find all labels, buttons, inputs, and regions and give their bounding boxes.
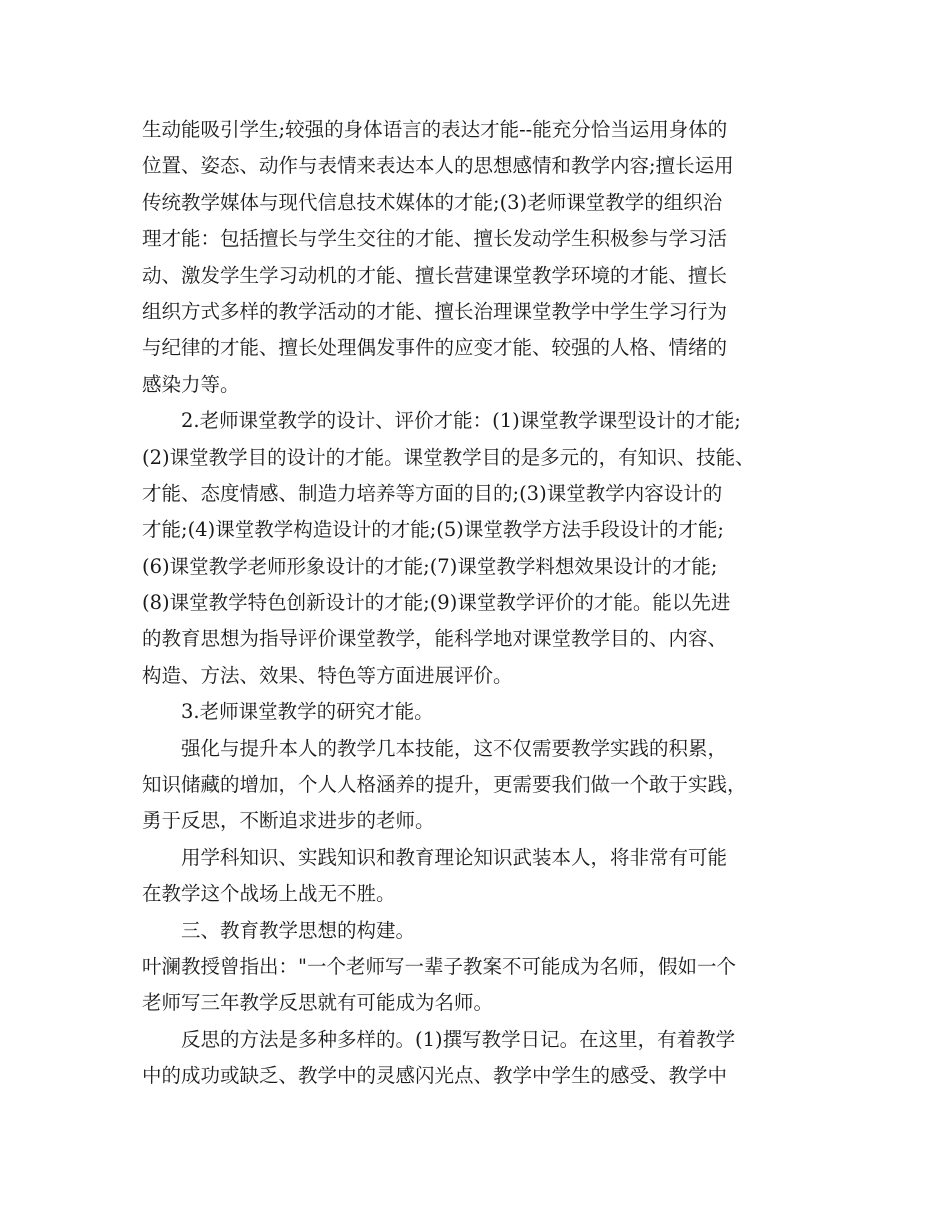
text-line: 生动能吸引学生;较强的身体语言的表达才能--能充分恰当运用身体的	[142, 118, 728, 141]
text-line: 才能、态度情感、制造力培养等方面的目的;(3)课堂教学内容设计的	[142, 481, 723, 505]
text-line: 三、教育教学思想的构建。	[181, 918, 416, 942]
text-line: 位置、姿态、动作与表情来表达本人的思想感情和教学内容;擅长运用	[142, 154, 734, 178]
text-line: 3.老师课堂教学的研究才能。	[181, 700, 434, 724]
text-line: 强化与提升本人的教学几本技能，这不仅需要教学实践的积累，	[181, 736, 728, 760]
text-line: 老师写三年教学反思就有可能成为名师。	[142, 991, 494, 1015]
text-line: 2.老师课堂教学的设计、评价才能：(1)课堂教学课型设计的才能;	[181, 409, 741, 433]
text-line: 才能;(4)课堂教学构造设计的才能;(5)课堂教学方法手段设计的才能;	[142, 518, 724, 542]
text-line: 叶澜教授曾指出："一个老师写一辈子教案不可能成为名师，假如一个	[142, 954, 736, 978]
document-body-text	[142, 112, 832, 1095]
text-line: 感染力等。	[142, 372, 240, 396]
text-line: 勇于反思，不断追求进步的老师。	[142, 809, 435, 833]
text-line: (8)课堂教学特色创新设计的才能;(9)课堂教学评价的才能。能以先进	[142, 591, 731, 615]
text-line: (2)课堂教学目的设计的才能。课堂教学目的是多元的，有知识、技能、	[142, 445, 755, 469]
text-line: (6)课堂教学老师形象设计的才能;(7)课堂教学料想效果设计的才能;	[142, 554, 718, 578]
text-line: 传统教学媒体与现代信息技术媒体的才能;(3)老师课堂教学的组织治	[142, 190, 723, 214]
text-line: 在教学这个战场上战无不胜。	[142, 882, 396, 906]
text-line: 构造、方法、效果、特色等方面进展评价。	[142, 663, 513, 687]
text-line: 的教育思想为指导评价课堂教学，能科学地对课堂教学目的、内容、	[142, 627, 728, 651]
text-line: 理才能：包括擅长与学生交往的才能、擅长发动学生积极参与学习活	[142, 227, 728, 251]
text-line: 中的成功或缺乏、教学中的灵感闪光点、教学中学生的感受、教学中	[142, 1064, 728, 1088]
text-line: 组织方式多样的教学活动的才能、擅长治理课堂教学中学生学习行为	[142, 299, 728, 323]
text-line: 用学科知识、实践知识和教育理论知识武装本人，将非常有可能	[181, 845, 728, 869]
text-line: 反思的方法是多种多样的。(1)撰写教学日记。在这里，有着教学	[181, 1027, 736, 1051]
text-line: 与纪律的才能、擅长处理偶发事件的应变才能、较强的人格、情绪的	[142, 336, 728, 360]
text-line: 动、激发学生学习动机的才能、擅长营建课堂教学环境的才能、擅长	[142, 263, 728, 287]
text-line: 知识储藏的增加，个人人格涵养的提升，更需要我们做一个敢于实践，	[142, 773, 747, 797]
